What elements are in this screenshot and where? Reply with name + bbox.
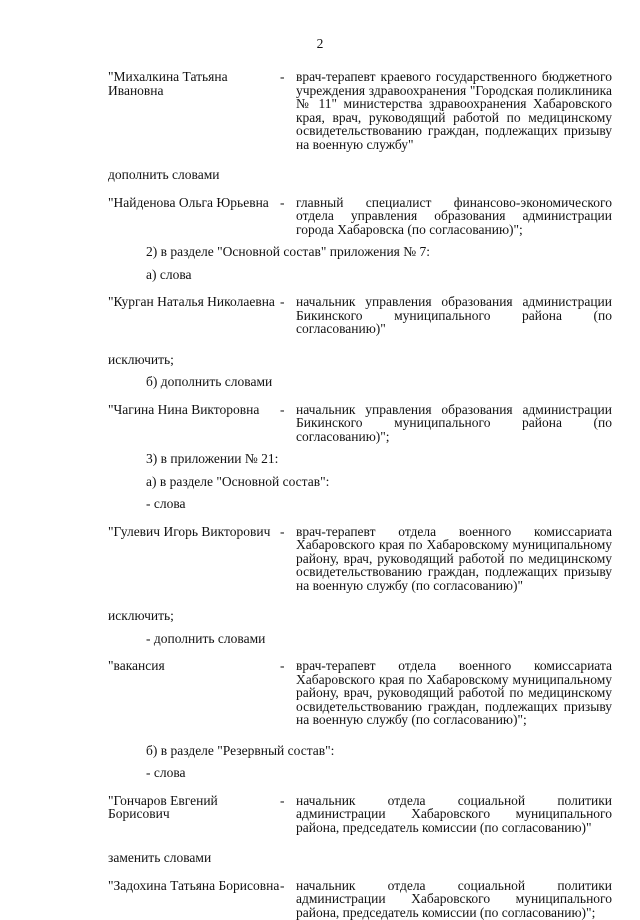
section-heading: 2) в разделе "Основной состав" приложения № 7: (146, 244, 431, 259)
member-entry (108, 659, 612, 727)
member-position: врач-терапевт отдела военного комиссариата Хабаровского края по Хабаровскому муниципальному району, врач, руководящий работой по медицинскому освидетельствованию граждан, подлежащих призыву на военную службу (по согласованию)"; (296, 658, 612, 727)
member-name: "Гулевич Игорь Викторович (108, 523, 271, 539)
member-position: начальник управления образования администрации Бикинского муниципального района (по согласованию)"; (296, 401, 612, 444)
member-name: "вакансия (108, 658, 165, 673)
member-position: начальник отдела социальной политики администрации Хабаровского муниципального района, председатель комиссии (по согласованию)" (296, 792, 612, 835)
instruction-line: исключить; (108, 351, 174, 367)
instruction-line: - слова (146, 496, 186, 511)
dash-separator: - (280, 523, 285, 539)
instruction-line: - дополнить словами (146, 630, 266, 646)
section-heading: б) в разделе "Резервный состав": (146, 742, 335, 758)
page-number: 2 (316, 36, 324, 51)
instruction-line: заменить словами (108, 850, 212, 865)
dash-separator: - (280, 792, 285, 808)
document-body (108, 70, 612, 919)
instruction-line: б) дополнить словами (146, 374, 273, 389)
dash-separator: - (280, 294, 285, 309)
member-position: главный специалист финансово-экономического отдела управления образования администрации города Хабаровска (по согласованию)"; (296, 194, 612, 237)
member-name: "Михалкина Татьяна Ивановна (108, 69, 228, 98)
member-position: начальник управления образования администрации Бикинского муниципального района (по согласованию)" (296, 294, 612, 336)
dash-separator: - (280, 877, 285, 893)
member-position: начальник отдела социальной политики администрации Хабаровского муниципального района, председатель комиссии (по согласованию)"; (296, 877, 612, 920)
dash-separator: - (280, 194, 285, 210)
member-entry (108, 403, 612, 444)
dash-separator: - (280, 69, 285, 84)
dash-separator: - (280, 658, 285, 673)
section-heading: а) в разделе "Основной состав": (146, 473, 330, 489)
instruction-line: исключить; (108, 608, 174, 623)
instruction-line: - слова (146, 765, 186, 780)
member-entry (108, 196, 612, 237)
member-entry (108, 70, 612, 151)
member-entry (108, 295, 612, 336)
member-name: "Найденова Ольга Юрьевна (108, 194, 269, 210)
member-name: "Задохина Татьяна Борисовна (108, 877, 280, 893)
member-position: врач-терапевт отдела военного комиссариата Хабаровского края по Хабаровскому муниципальному району, врач, руководящий работой по медицинскому освидетельствованию граждан, подлежащих призыву на военную службу (по согласованию)" (296, 523, 612, 593)
member-name: "Чагина Нина Викторовна (108, 401, 260, 417)
member-entry (108, 525, 612, 593)
member-position: врач-терапевт краевого государственного бюджетного учреждения здравоохранения "Городская поликлиника № 11" министерства здравоохранения Хабаровского края, врач, руководящий работой по медицинскому освидетельствованию граждан, подлежащих призыву на военную службу" (296, 69, 612, 152)
section-heading: 3) в приложении № 21: (146, 451, 279, 466)
member-name: "Гончаров Евгений Борисович (108, 792, 218, 821)
member-name: "Курган Наталья Николаевна (108, 294, 275, 309)
dash-separator: - (280, 401, 285, 417)
member-entry (108, 794, 612, 835)
instruction-line: дополнить словами (108, 167, 220, 182)
member-entry (108, 879, 612, 920)
instruction-line: а) слова (146, 266, 192, 282)
